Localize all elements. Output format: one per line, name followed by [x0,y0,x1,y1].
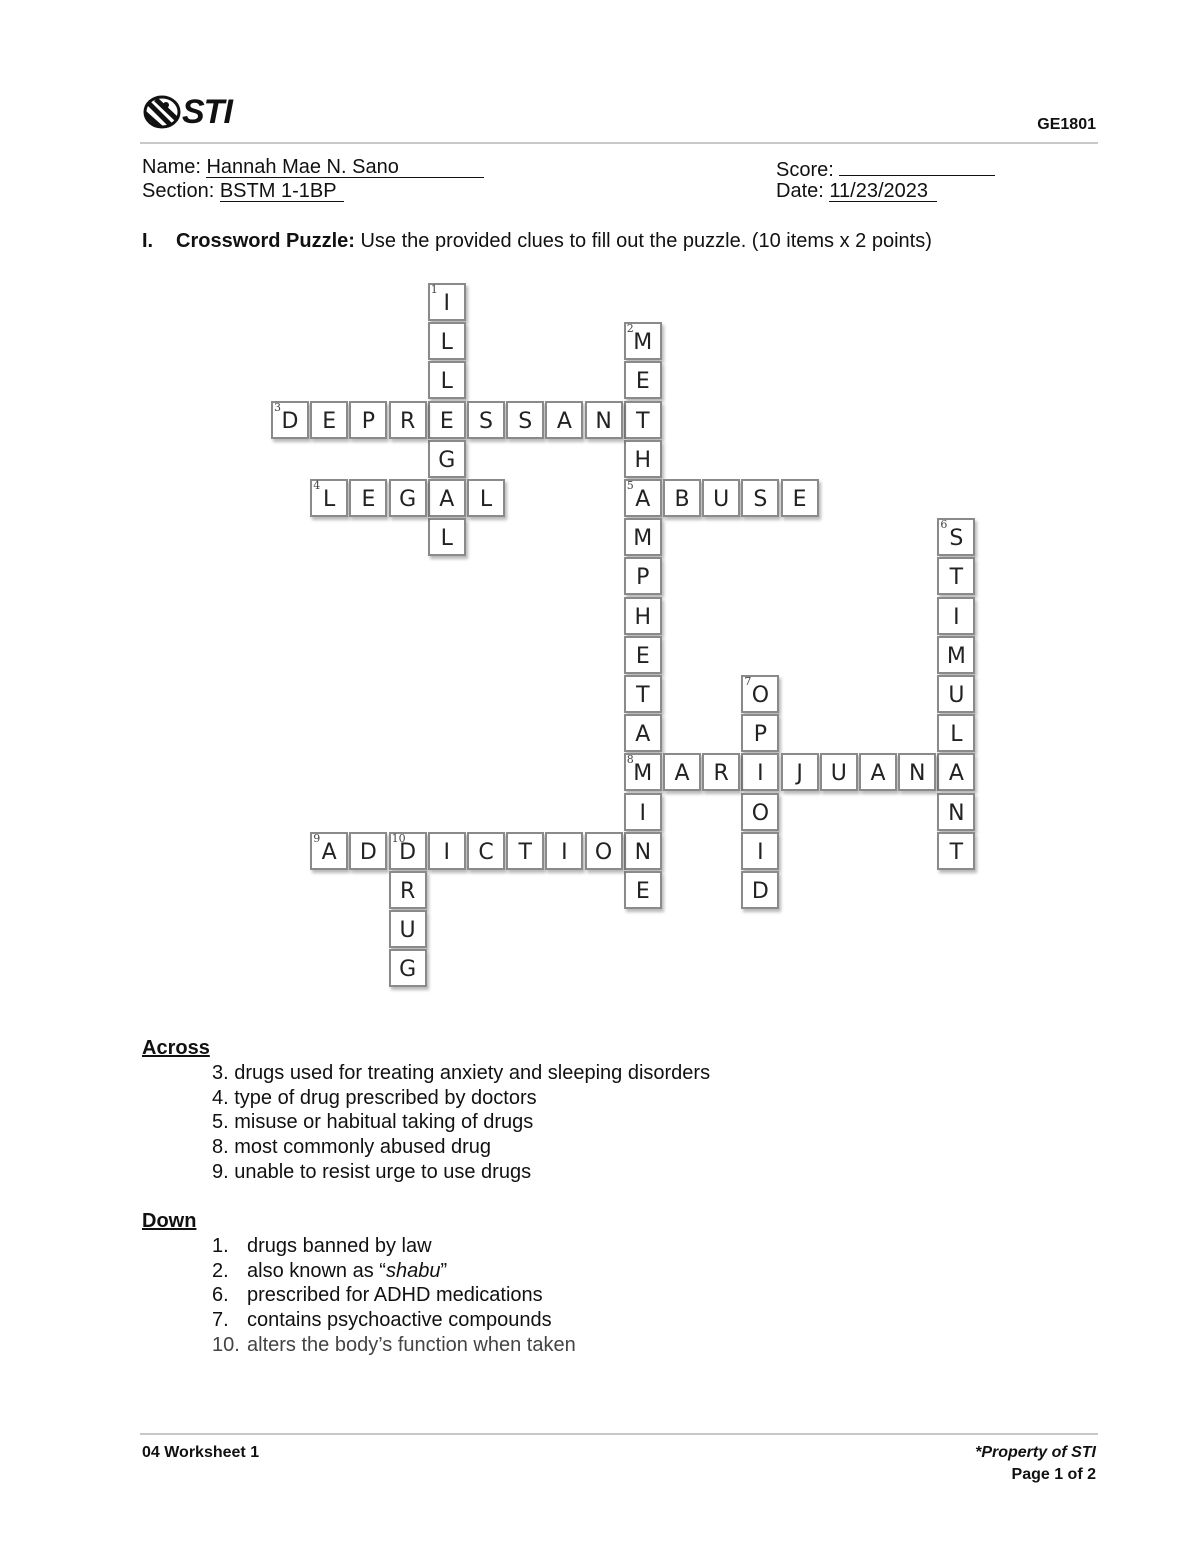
crossword-cell[interactable] [428,518,466,556]
date-field [776,179,937,203]
cell-letter: A [674,761,690,787]
cell-letter: T [636,683,650,708]
cell-letter: I [757,761,764,787]
cell-letter: U [948,683,965,708]
down-clue [142,1283,576,1308]
cell-letter: I [757,839,764,865]
cell-letter: G [438,447,456,473]
instructions-title: Crossword Puzzle: [176,230,355,252]
cell-letter: U [830,761,847,787]
cell-letter: M [946,643,966,669]
footer-worksheet-label: 04 Worksheet 1 [142,1444,260,1461]
crossword-cell[interactable] [389,910,427,948]
crossword-cell[interactable] [389,479,427,517]
crossword-cell[interactable] [741,793,779,831]
across-clues [142,1036,710,1185]
crossword-cell[interactable] [741,479,779,517]
cell-letter: J [796,761,803,787]
cell-letter: I [561,839,568,865]
crossword-cell[interactable] [937,518,975,556]
crossword-cell[interactable] [545,401,583,439]
across-clue: 5. misuse or habitual taking of drugs [212,1111,534,1134]
down-clue [142,1234,576,1259]
section-value[interactable]: BSTM 1-1BP [220,181,344,202]
crossword-cell[interactable] [624,440,662,478]
crossword-cell[interactable] [624,636,662,674]
cell-letter: L [323,487,336,512]
crossword-cell[interactable] [389,949,427,987]
section-label: Section: [142,180,215,202]
cell-letter: L [950,722,963,748]
cell-letter: A [870,761,886,787]
across-clue: 4. type of drug prescribed by doctors [212,1086,537,1109]
clue-text-after: ” [440,1259,448,1282]
clue-number-label: 8 [626,753,634,767]
cell-letter: E [635,879,650,904]
crossword-cell[interactable] [741,753,779,791]
crossword-cell[interactable] [467,479,505,517]
cell-letter: D [281,408,299,434]
crossword-cell[interactable] [741,714,779,752]
cell-letter: D [399,839,417,865]
crossword-cell[interactable] [624,557,662,595]
cell-letter: A [948,761,964,787]
crossword-cell[interactable] [428,401,466,439]
name-value[interactable]: Hannah Mae N. Sano [206,157,484,178]
clue-number-label: 7 [744,675,752,688]
crossword-cell[interactable] [624,675,662,713]
clue-text: prescribed for ADHD medications [247,1284,543,1307]
cell-letter: E [322,408,337,434]
clue-number: 6. [212,1284,229,1307]
name-label: Name: [142,156,201,178]
cell-letter: E [792,487,807,512]
cell-letter: P [636,565,650,591]
cell-letter: N [634,839,652,865]
cell-letter: A [556,408,572,434]
date-value[interactable]: 11/23/2023 [829,181,937,202]
clue-text: drugs banned by law [247,1234,432,1257]
crossword-cell[interactable] [310,401,348,439]
crossword-cell[interactable] [937,636,975,674]
crossword-cell[interactable] [349,479,387,517]
crossword-cell[interactable] [349,401,387,439]
section-field [142,179,344,203]
clue-text: also known as “ [247,1259,386,1282]
crossword-cell[interactable] [859,753,897,791]
logo-text: STI [182,93,232,131]
property-notice: *Property of STI [975,1444,1096,1461]
cell-letter: A [635,487,651,512]
cell-letter: E [635,643,650,669]
crossword-cell[interactable] [389,871,427,909]
cell-letter: N [908,761,926,787]
down-heading: Down [142,1210,197,1232]
down-clue [142,1259,576,1284]
down-clue [142,1333,576,1358]
clue-number-label: 9 [313,831,321,845]
crossword-cell[interactable] [428,479,466,517]
cell-letter: I [443,839,451,865]
cell-letter: L [479,487,493,512]
score-label: Score: [776,159,834,181]
section-numeral: I. [142,230,154,252]
across-clue: 8. most commonly abused drug [212,1136,492,1159]
crossword-cell[interactable] [937,597,975,635]
crossword-cell[interactable] [781,479,819,517]
cell-letter: T [949,565,964,591]
cell-letter: D [359,839,377,865]
crossword-cell[interactable] [937,753,975,791]
cell-letter: T [518,839,532,865]
clue-number-label: 5 [626,479,634,492]
cell-letter: I [953,604,960,630]
cell-letter: U [713,487,730,512]
crossword-cell[interactable] [624,753,662,791]
clue-number-label: 4 [313,479,321,492]
cell-letter: M [633,761,653,787]
clue-text: contains psychoactive compounds [247,1309,552,1332]
header-divider [140,142,1098,144]
cell-letter: E [439,408,454,434]
footer-right [975,1442,1096,1486]
instructions-text: Use the provided clues to fill out the puzzle. (10 items x 2 points) [354,230,932,252]
crossword-cell[interactable] [937,714,975,752]
crossword-cell[interactable] [349,832,387,870]
crossword-cell[interactable] [389,401,427,439]
crossword-cell[interactable] [624,401,662,439]
crossword-cell[interactable] [898,753,936,791]
crossword-cell[interactable] [741,871,779,909]
sti-logo [142,92,232,132]
crossword-cell[interactable] [585,401,623,439]
clue-number-label: 3 [274,400,281,414]
crossword-cell[interactable] [271,401,309,439]
cell-letter: R [713,761,729,787]
crossword-cell[interactable] [428,283,466,321]
crossword-cell[interactable] [506,401,544,439]
cell-letter: O [594,839,613,865]
clue-number: 1. [212,1234,229,1257]
cell-letter: I [443,291,451,316]
crossword-cell[interactable] [310,479,348,517]
instructions [142,228,932,254]
cell-letter: D [751,879,769,904]
crossword-cell[interactable] [624,597,662,635]
crossword-cell[interactable] [702,479,740,517]
cell-letter: M [633,330,653,356]
crossword-cell[interactable] [702,753,740,791]
cell-letter: H [634,447,652,473]
crossword-cell[interactable] [624,361,662,399]
clue-number-label: 2 [626,322,634,336]
crossword-cell[interactable] [545,832,583,870]
cell-letter: M [633,526,653,552]
cell-letter: I [639,800,647,826]
clue-emphasis: shabu [385,1259,441,1282]
cell-letter: E [635,369,650,395]
cell-letter: A [635,722,651,748]
cell-letter: T [949,839,964,865]
crossword-cell[interactable] [428,361,466,399]
footer-divider [140,1433,1098,1435]
cell-letter: O [751,683,770,708]
crossword-cell[interactable] [585,832,623,870]
clue-number-label: 6 [940,518,948,532]
crossword-cell[interactable] [624,479,662,517]
name-field [142,155,484,179]
page-number: Page 1 of 2 [1011,1466,1096,1483]
crossword-cell[interactable] [937,557,975,595]
cell-letter: R [399,408,416,434]
cell-letter: S [753,487,768,512]
cell-letter: N [948,800,965,826]
down-clue [142,1308,576,1333]
crossword-cell[interactable] [389,832,427,870]
clue-number: 2. [212,1259,229,1282]
cell-letter: U [399,918,416,944]
across-heading: Across [142,1037,210,1059]
crossword-cell[interactable] [741,675,779,713]
cell-letter: A [321,839,337,865]
across-clue: 3. drugs used for treating anxiety and sleeping disorders [212,1061,711,1084]
cell-letter: A [439,487,455,512]
crossword-cell[interactable] [624,793,662,831]
crossword-cell[interactable] [467,401,505,439]
crossword-cell[interactable] [663,479,701,517]
crossword-cell[interactable] [937,793,975,831]
score-value[interactable] [839,155,995,176]
cell-letter: E [361,487,376,512]
clue-text: alters the body’s function when taken [247,1333,576,1356]
cell-letter: N [595,408,612,434]
cell-letter: O [751,800,770,826]
cell-letter: P [753,722,768,748]
crossword-cell[interactable] [428,322,466,360]
cell-letter: R [399,879,416,904]
clue-number: 7. [212,1309,229,1332]
crossword-cell[interactable] [506,832,544,870]
crossword-cell[interactable] [624,518,662,556]
cell-letter: L [440,369,453,395]
crossword-cell[interactable] [937,675,975,713]
date-label: Date: [776,180,824,202]
crossword-cell[interactable] [781,753,819,791]
clue-number: 10. [212,1333,240,1356]
clue-number-label: 10 [391,831,406,845]
cell-letter: S [518,408,533,434]
crossword-cell[interactable] [820,753,858,791]
cell-letter: B [674,487,690,512]
cell-letter: P [361,408,376,434]
crossword-cell[interactable] [467,832,505,870]
crossword-cell[interactable] [428,440,466,478]
document-code: GE1801 [1037,116,1096,133]
cell-letter: G [399,957,417,983]
crossword-cell[interactable] [624,322,662,360]
crossword-cell[interactable] [310,832,348,870]
crossword-cell[interactable] [937,832,975,870]
clue-number-label: 1 [430,283,438,296]
globe-icon [142,95,182,129]
crossword-cell[interactable] [624,871,662,909]
crossword-cell[interactable] [663,753,701,791]
cell-letter: S [479,408,493,434]
across-clue: 9. unable to resist urge to use drugs [212,1160,532,1183]
score-field [776,155,995,182]
cell-letter: C [478,839,494,865]
crossword-cell[interactable] [624,832,662,870]
crossword-cell[interactable] [428,832,466,870]
crossword-cell[interactable] [741,832,779,870]
cell-letter: L [440,330,453,356]
crossword-cell[interactable] [624,714,662,752]
cell-letter: T [636,408,650,434]
cell-letter: H [634,604,652,630]
cell-letter: S [949,526,964,552]
cell-letter: G [399,487,417,512]
cell-letter: L [440,526,453,552]
down-clues [142,1209,576,1358]
